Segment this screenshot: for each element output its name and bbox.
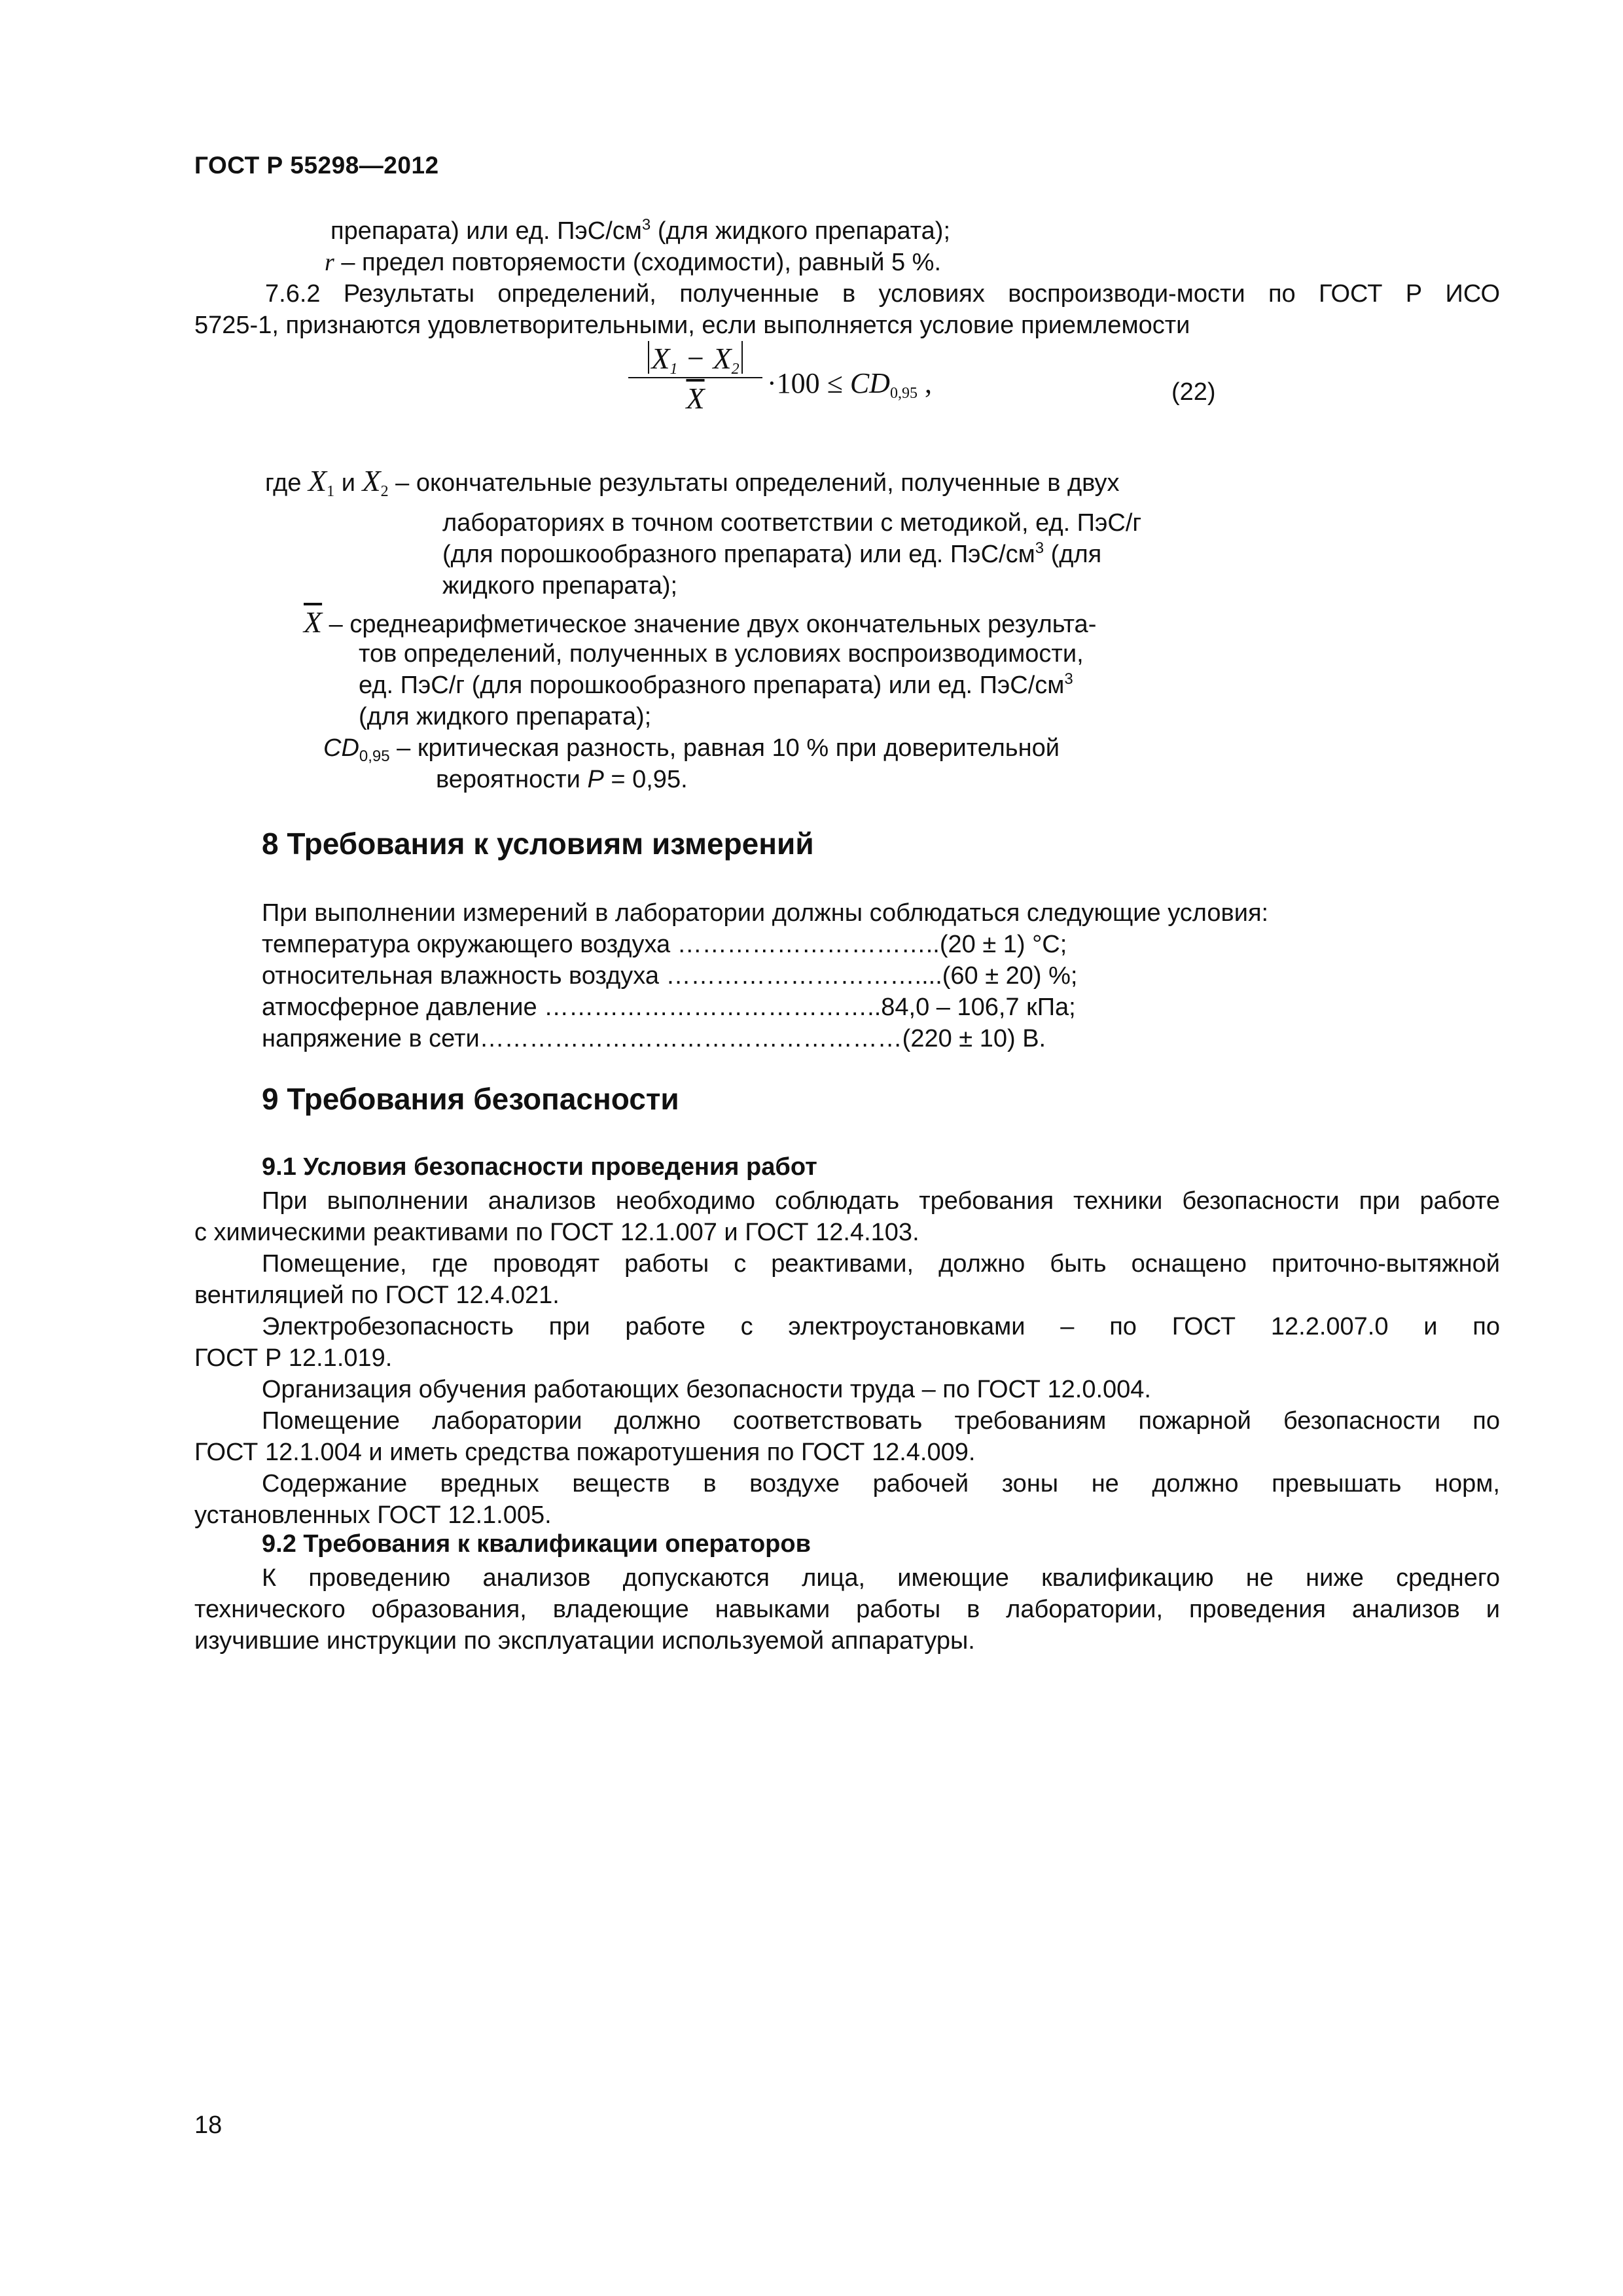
s91-p5-line-2: ГОСТ 12.1.004 и иметь средства пожаротушения по ГОСТ 12.4.009.: [194, 1439, 976, 1466]
subsection-9-1-heading: 9.1 Условия безопасности проведения работ: [262, 1153, 817, 1181]
formula-denominator: X: [686, 382, 705, 415]
s91-p5-line-1: Помещение лаборатории должно соответствовать требованиям пожарной безопасности по: [262, 1407, 1500, 1435]
section-9-heading: 9 Требования безопасности: [262, 1082, 679, 1116]
s91-p6-line-1: Содержание вредных веществ в воздухе рабочей зоны не должно превышать норм,: [262, 1470, 1500, 1498]
paragraph-7-6-2-line-2: 5725-1, признаются удовлетворительными, если выполняется условие приемлемости: [194, 312, 1190, 339]
condition-voltage: напряжение в сети……………………………………………(220 ± 10) В.: [262, 1025, 1046, 1052]
equation-number: (22): [1171, 378, 1216, 406]
where-xbar-line-2: тов определений, полученных в условиях воспроизводимости,: [359, 640, 1084, 668]
section-8-intro: При выполнении измерений в лаборатории должны соблюдаться следующие условия:: [262, 899, 1269, 927]
s91-p1-line-2: с химическими реактивами по ГОСТ 12.1.007 и ГОСТ 12.4.103.: [194, 1219, 919, 1246]
s92-p7-line-1: К проведению анализов допускаются лица, имеющие квалификацию не ниже среднего: [262, 1564, 1500, 1592]
condition-humidity: относительная влажность воздуха …………………………....(60 ± 20) %;: [262, 962, 1078, 990]
where-line-4: жидкого препарата);: [442, 572, 678, 600]
where-line-3: (для порошкообразного препарата) или ед. ПэС/$см^3$ (для: [442, 539, 1102, 568]
where-cd-line-1: $CD_{0,95}$ – критическая разность, равная 10 % при доверительной: [323, 734, 1060, 765]
s91-p3-line-2: ГОСТ Р 12.1.019.: [194, 1344, 393, 1372]
s91-p1-line-1: При выполнении анализов необходимо соблюдать требования техники безопасности при работе: [262, 1187, 1500, 1215]
s91-p2-line-2: вентиляцией по ГОСТ 12.4.021.: [194, 1282, 560, 1309]
where-line-2: лабораториях в точном соответствии с методикой, ед. ПэС/г: [442, 509, 1142, 537]
s91-p6-line-2: установленных ГОСТ 12.1.005.: [194, 1501, 552, 1529]
continuation-line-1: препарата) или ед. ПэС/$см^3$ (для жидкого препарата);: [330, 216, 951, 245]
s92-p7-line-3: изучившие инструкции по эксплуатации используемой аппаратуры.: [194, 1627, 975, 1655]
where-xbar-line-3: ед. ПэС/г (для порошкообразного препарата) или ед. ПэС/$см^3$: [359, 670, 1073, 699]
s92-p7-line-2: технического образования, владеющие навыками работы в лаборатории, проведения анализов и: [194, 1596, 1500, 1623]
formula-numerator: $X_1 - X_2$: [628, 340, 762, 378]
subsection-9-2-heading: 9.2 Требования к квалификации операторов: [262, 1530, 811, 1558]
document-code-header: ГОСТ Р 55298—2012: [194, 152, 439, 179]
section-8-heading: 8 Требования к условиям измерений: [262, 827, 814, 861]
where-xbar-line-1: $\overline{X}$ – среднеарифметическое значение двух окончательных результа-: [304, 605, 1097, 639]
continuation-line-2: r – предел повторяемости (сходимости), равный 5 %.: [325, 249, 942, 276]
r-symbol: r: [325, 249, 334, 276]
where-xbar-line-4: (для жидкого препарата);: [359, 703, 652, 730]
where-line-1: где $X_1$ и $X_2$ – окончательные результаты определений, полученные в двух: [265, 464, 1120, 500]
condition-temperature: температура окружающего воздуха …………………………..(20 ± 1) °С;: [262, 931, 1067, 958]
where-cd-line-2: вероятности P = 0,95.: [436, 766, 688, 793]
formula-fraction: [628, 340, 762, 419]
s91-p2-line-1: Помещение, где проводят работы с реактивами, должно быть оснащено приточно-вытяжной: [262, 1250, 1500, 1278]
condition-pressure: атмосферное давление …………………………………..84,0 – 106,7 кПа;: [262, 994, 1076, 1021]
formula-tail: $\cdot 100 \le CD_{0,95}$ ,: [767, 367, 932, 402]
s91-p3-line-1: Электробезопасность при работе с электроустановками – по ГОСТ 12.2.007.0 и по: [262, 1313, 1500, 1340]
paragraph-7-6-2-line-1: 7.6.2 Результаты определений, полученные в условиях воспроизводи-мости по ГОСТ Р ИСО: [265, 280, 1500, 308]
page-number: 18: [194, 2111, 223, 2139]
s91-p4-line-1: Организация обучения работающих безопасности труда – по ГОСТ 12.0.004.: [262, 1376, 1151, 1403]
